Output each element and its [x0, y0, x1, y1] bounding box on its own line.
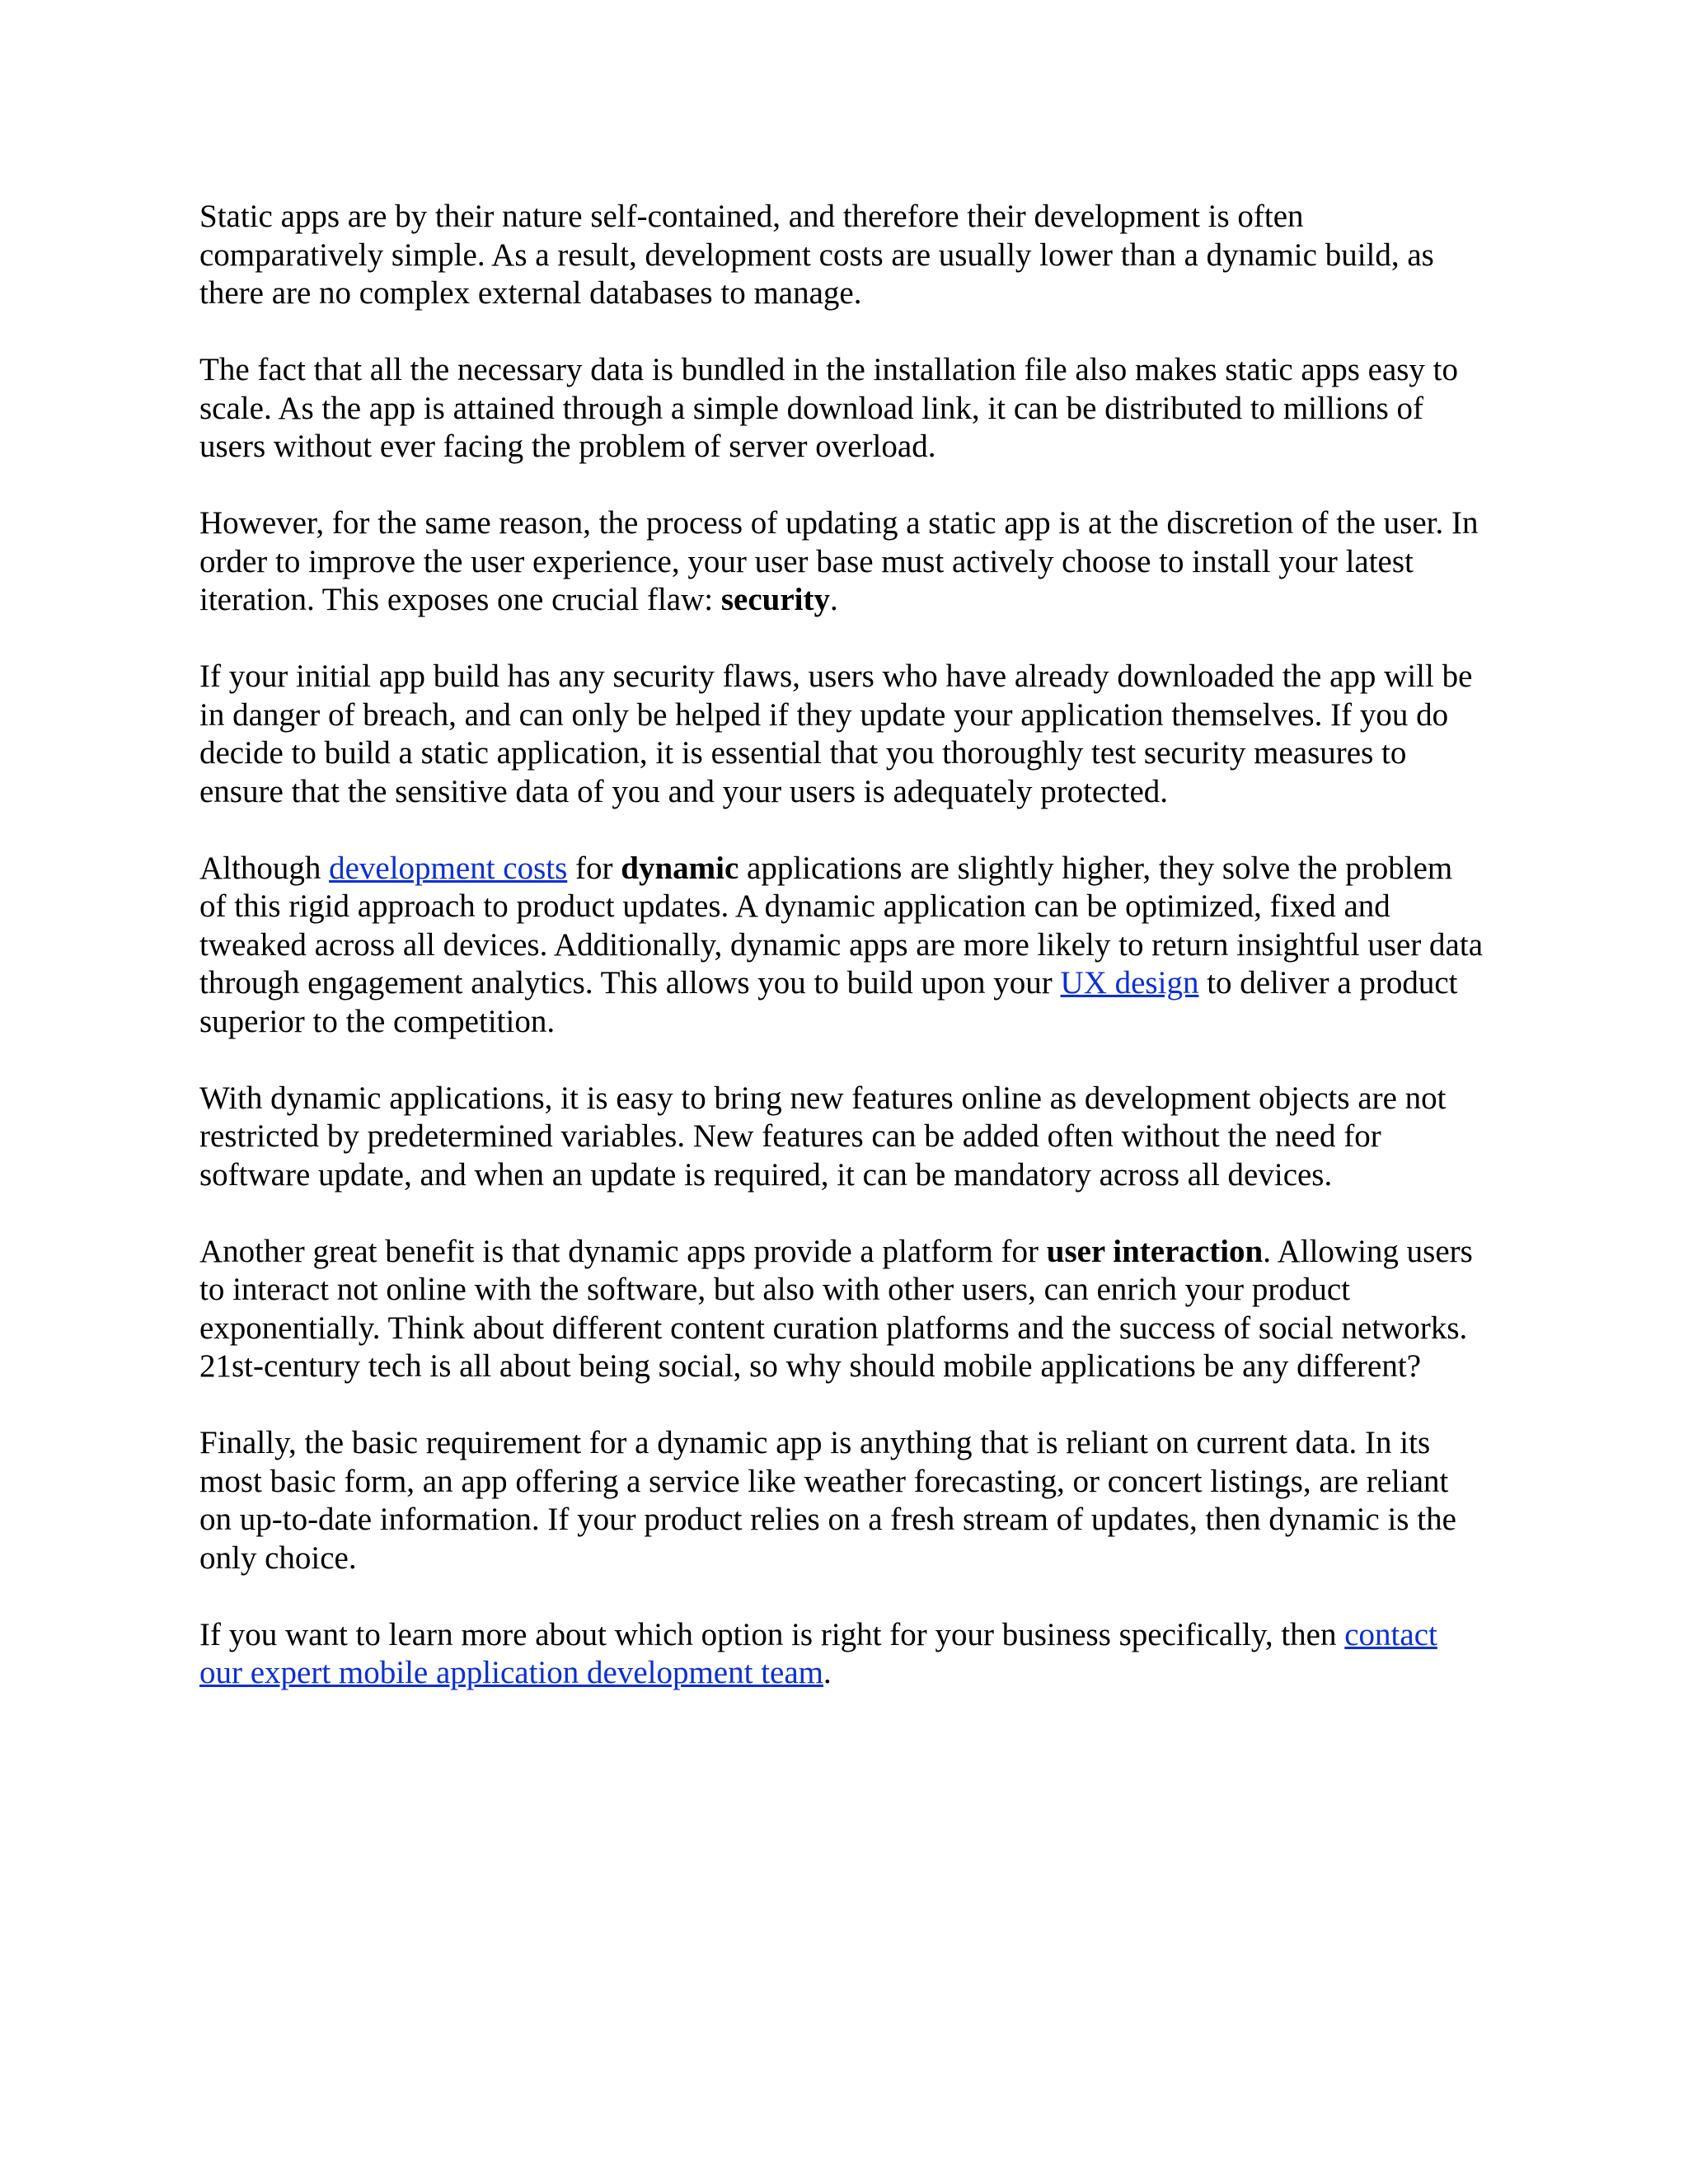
paragraph-text: Static apps are by their nature self-contained, and therefore their development is often comparatively simple. As a result, development costs are usually lower than a dynamic build, as there are no complex external databases to manage. — [199, 199, 1434, 311]
paragraph-text: . — [829, 582, 838, 617]
bold-term-user-interaction: user interaction — [1046, 1233, 1264, 1269]
paragraph-text: Finally, the basic requirement for a dynamic app is anything that is reliant on current data. In its most basic form, an app offering a service like weather forecasting, or concert listings, are reliant on up-to-date information. If your product relies on a fresh stream of updates, then dynamic is the only choice. — [199, 1425, 1456, 1576]
article-body — [199, 198, 1485, 1693]
paragraph-current-data — [199, 1424, 1485, 1577]
paragraph-text: If your initial app build has any security flaws, users who have already downloaded the app will be in danger of breach, and can only be helped if they update your application themselves. If you do decide to build a static application, it is essential that you thoroughly test security measures to ensure that the sensitive data of you and your users is adequately protected. — [199, 658, 1473, 809]
paragraph-static-apps-scaling — [199, 351, 1485, 466]
paragraph-dynamic-apps-costs — [199, 850, 1485, 1042]
paragraph-static-apps-updating — [199, 504, 1485, 620]
paragraph-text: If you want to learn more about which option is right for your business specifically, then — [199, 1616, 1345, 1652]
ux-design-link[interactable]: UX design — [1060, 965, 1199, 1001]
bold-term-dynamic: dynamic — [621, 850, 739, 886]
paragraph-text: . — [823, 1655, 832, 1690]
paragraph-static-apps-intro — [199, 198, 1485, 313]
bold-term-security: security — [720, 582, 830, 617]
paragraph-text: Another great benefit is that dynamic apps provide a platform for — [199, 1233, 1047, 1269]
paragraph-text: applications are slightly higher, they solve the problem of this rigid approach to product updates. A dynamic application can be optimized, fixed and tweaked across all devices. Additionally, dynamic apps are more likely to return insightful user data through engagement analytics. This allows you to build upon your — [199, 850, 1484, 1001]
paragraph-dynamic-features — [199, 1080, 1485, 1195]
paragraph-text: Although — [199, 850, 330, 886]
paragraph-text: With dynamic applications, it is easy to bring new features online as development objects are not restricted by predetermined variables. New features can be added often without the need for software update, and when an update is required, it can be mandatory across all devices. — [199, 1080, 1447, 1193]
paragraph-user-interaction — [199, 1233, 1485, 1386]
paragraph-text: to deliver a product superior to the competition. — [199, 965, 1458, 1039]
paragraph-text: The fact that all the necessary data is bundled in the installation file also makes static apps easy to scale. As the app is attained through a simple download link, it can be distributed to millions of users without ever facing the problem of server overload. — [199, 352, 1459, 464]
contact-team-link[interactable]: contact our expert mobile application development team — [199, 1616, 1437, 1690]
development-costs-link[interactable]: development costs — [329, 850, 568, 886]
paragraph-contact — [199, 1616, 1485, 1693]
paragraph-text: However, for the same reason, the process of updating a static app is at the discretion of the user. In order to improve the user experience, your user base must actively choose to install your latest iteration. This exposes one crucial flaw: — [199, 505, 1479, 617]
paragraph-text: for — [567, 850, 621, 886]
paragraph-text: . Allowing users to interact not online with the software, but also with other users, can enrich your product exponentially. Think about different content curation platforms and the success of social networks. 21st-century tech is all about being social, so why should mobile applications be any different? — [199, 1233, 1473, 1384]
paragraph-security-flaws — [199, 658, 1485, 811]
